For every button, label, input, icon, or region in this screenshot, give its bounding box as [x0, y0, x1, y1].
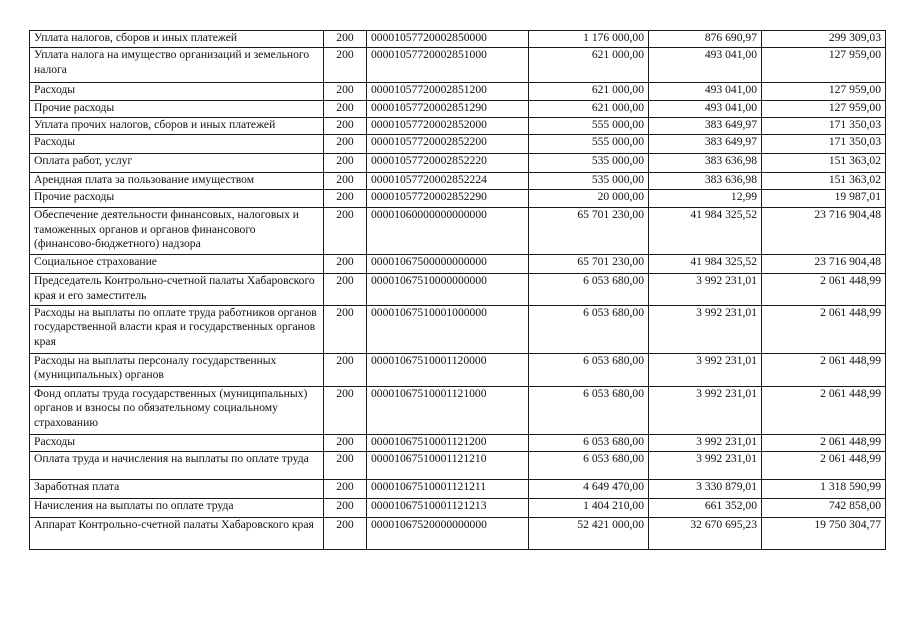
- remaining-amount-cell: 151 363,02: [762, 154, 886, 173]
- table-row: [30, 117, 886, 134]
- executed-amount-cell: 383 649,97: [649, 135, 762, 154]
- table-body: [30, 31, 886, 550]
- expense-name-cell: Начисления на выплаты по оплате труда: [30, 499, 324, 518]
- table-row: [30, 480, 886, 499]
- expense-name-cell: Социальное страхование: [30, 255, 324, 274]
- table-row: [30, 190, 886, 208]
- approved-amount-cell: 6 053 680,00: [529, 306, 649, 354]
- approved-amount-cell: 555 000,00: [529, 117, 649, 134]
- table-row: [30, 518, 886, 550]
- executed-amount-cell: 3 992 231,01: [649, 387, 762, 435]
- line-code-cell: 200: [324, 31, 367, 48]
- executed-amount-cell: 3 992 231,01: [649, 306, 762, 354]
- expense-name-cell: Оплата труда и начисления на выплаты по оплате труда: [30, 452, 324, 480]
- expense-name-cell: Расходы на выплаты по оплате труда работников органов государственной власти края и государственных органов края: [30, 306, 324, 354]
- line-code-cell: 200: [324, 480, 367, 499]
- executed-amount-cell: 876 690,97: [649, 31, 762, 48]
- line-code-cell: 200: [324, 435, 367, 452]
- approved-amount-cell: 621 000,00: [529, 100, 649, 117]
- classification-code-cell: 00001067510001121210: [367, 452, 529, 480]
- approved-amount-cell: 20 000,00: [529, 190, 649, 208]
- remaining-amount-cell: 742 858,00: [762, 499, 886, 518]
- expense-name-cell: Заработная плата: [30, 480, 324, 499]
- remaining-amount-cell: 2 061 448,99: [762, 274, 886, 306]
- executed-amount-cell: 3 992 231,01: [649, 435, 762, 452]
- expense-name-cell: Расходы на выплаты персоналу государственных (муниципальных) органов: [30, 354, 324, 387]
- executed-amount-cell: 41 984 325,52: [649, 255, 762, 274]
- classification-code-cell: 00001057720002852000: [367, 117, 529, 134]
- remaining-amount-cell: 2 061 448,99: [762, 435, 886, 452]
- table-row: [30, 452, 886, 480]
- approved-amount-cell: 1 176 000,00: [529, 31, 649, 48]
- line-code-cell: 200: [324, 190, 367, 208]
- remaining-amount-cell: 23 716 904,48: [762, 255, 886, 274]
- executed-amount-cell: 383 649,97: [649, 117, 762, 134]
- remaining-amount-cell: 2 061 448,99: [762, 306, 886, 354]
- remaining-amount-cell: 19 987,01: [762, 190, 886, 208]
- approved-amount-cell: 6 053 680,00: [529, 387, 649, 435]
- classification-code-cell: 00001057720002852200: [367, 135, 529, 154]
- executed-amount-cell: 661 352,00: [649, 499, 762, 518]
- line-code-cell: 200: [324, 173, 367, 190]
- table-row: [30, 154, 886, 173]
- classification-code-cell: 00001067510001120000: [367, 354, 529, 387]
- table-row: [30, 354, 886, 387]
- line-code-cell: 200: [324, 135, 367, 154]
- classification-code-cell: 00001067510001121211: [367, 480, 529, 499]
- remaining-amount-cell: 127 959,00: [762, 100, 886, 117]
- remaining-amount-cell: 127 959,00: [762, 83, 886, 100]
- remaining-amount-cell: 171 350,03: [762, 117, 886, 134]
- approved-amount-cell: 535 000,00: [529, 173, 649, 190]
- table-row: [30, 100, 886, 117]
- classification-code-cell: 00001067510001121000: [367, 387, 529, 435]
- classification-code-cell: 00001057720002852290: [367, 190, 529, 208]
- executed-amount-cell: 493 041,00: [649, 83, 762, 100]
- classification-code-cell: 00001067510001000000: [367, 306, 529, 354]
- expense-name-cell: Прочие расходы: [30, 190, 324, 208]
- executed-amount-cell: 3 992 231,01: [649, 452, 762, 480]
- approved-amount-cell: 621 000,00: [529, 48, 649, 83]
- table-row: [30, 135, 886, 154]
- remaining-amount-cell: 2 061 448,99: [762, 354, 886, 387]
- budget-report-page: [29, 30, 886, 550]
- table-row: [30, 255, 886, 274]
- executed-amount-cell: 12,99: [649, 190, 762, 208]
- table-row: [30, 435, 886, 452]
- table-row: [30, 274, 886, 306]
- remaining-amount-cell: 2 061 448,99: [762, 387, 886, 435]
- expense-name-cell: Расходы: [30, 435, 324, 452]
- line-code-cell: 200: [324, 499, 367, 518]
- remaining-amount-cell: 171 350,03: [762, 135, 886, 154]
- budget-execution-table: [29, 30, 886, 550]
- classification-code-cell: 00001060000000000000: [367, 208, 529, 255]
- remaining-amount-cell: 299 309,03: [762, 31, 886, 48]
- line-code-cell: 200: [324, 83, 367, 100]
- expense-name-cell: Председатель Контрольно-счетной палаты Хабаровского края и его заместитель: [30, 274, 324, 306]
- classification-code-cell: 00001067500000000000: [367, 255, 529, 274]
- remaining-amount-cell: 127 959,00: [762, 48, 886, 83]
- table-row: [30, 387, 886, 435]
- line-code-cell: 200: [324, 387, 367, 435]
- classification-code-cell: 00001067510001121213: [367, 499, 529, 518]
- line-code-cell: 200: [324, 354, 367, 387]
- executed-amount-cell: 3 330 879,01: [649, 480, 762, 499]
- classification-code-cell: 00001057720002852224: [367, 173, 529, 190]
- table-row: [30, 48, 886, 83]
- table-row: [30, 499, 886, 518]
- approved-amount-cell: 6 053 680,00: [529, 435, 649, 452]
- remaining-amount-cell: 151 363,02: [762, 173, 886, 190]
- expense-name-cell: Арендная плата за пользование имуществом: [30, 173, 324, 190]
- line-code-cell: 200: [324, 518, 367, 550]
- expense-name-cell: Уплата налогов, сборов и иных платежей: [30, 31, 324, 48]
- approved-amount-cell: 65 701 230,00: [529, 255, 649, 274]
- classification-code-cell: 00001057720002851290: [367, 100, 529, 117]
- expense-name-cell: Уплата налога на имущество организаций и земельного налога: [30, 48, 324, 83]
- remaining-amount-cell: 19 750 304,77: [762, 518, 886, 550]
- executed-amount-cell: 32 670 695,23: [649, 518, 762, 550]
- executed-amount-cell: 41 984 325,52: [649, 208, 762, 255]
- remaining-amount-cell: 23 716 904,48: [762, 208, 886, 255]
- executed-amount-cell: 493 041,00: [649, 48, 762, 83]
- approved-amount-cell: 1 404 210,00: [529, 499, 649, 518]
- table-row: [30, 31, 886, 48]
- table-row: [30, 83, 886, 100]
- expense-name-cell: Прочие расходы: [30, 100, 324, 117]
- line-code-cell: 200: [324, 100, 367, 117]
- classification-code-cell: 00001057720002851000: [367, 48, 529, 83]
- line-code-cell: 200: [324, 274, 367, 306]
- executed-amount-cell: 3 992 231,01: [649, 354, 762, 387]
- table-row: [30, 173, 886, 190]
- expense-name-cell: Оплата работ, услуг: [30, 154, 324, 173]
- expense-name-cell: Уплата прочих налогов, сборов и иных платежей: [30, 117, 324, 134]
- line-code-cell: 200: [324, 452, 367, 480]
- approved-amount-cell: 621 000,00: [529, 83, 649, 100]
- approved-amount-cell: 65 701 230,00: [529, 208, 649, 255]
- executed-amount-cell: 383 636,98: [649, 173, 762, 190]
- line-code-cell: 200: [324, 117, 367, 134]
- executed-amount-cell: 3 992 231,01: [649, 274, 762, 306]
- executed-amount-cell: 493 041,00: [649, 100, 762, 117]
- classification-code-cell: 00001067510001121200: [367, 435, 529, 452]
- approved-amount-cell: 52 421 000,00: [529, 518, 649, 550]
- line-code-cell: 200: [324, 48, 367, 83]
- approved-amount-cell: 6 053 680,00: [529, 452, 649, 480]
- approved-amount-cell: 6 053 680,00: [529, 354, 649, 387]
- line-code-cell: 200: [324, 306, 367, 354]
- expense-name-cell: Фонд оплаты труда государственных (муниципальных) органов и взносы по обязательному социальному страхованию: [30, 387, 324, 435]
- table-row: [30, 306, 886, 354]
- classification-code-cell: 00001057720002852220: [367, 154, 529, 173]
- classification-code-cell: 00001067510000000000: [367, 274, 529, 306]
- classification-code-cell: 00001057720002851200: [367, 83, 529, 100]
- approved-amount-cell: 535 000,00: [529, 154, 649, 173]
- classification-code-cell: 00001057720002850000: [367, 31, 529, 48]
- line-code-cell: 200: [324, 255, 367, 274]
- approved-amount-cell: 4 649 470,00: [529, 480, 649, 499]
- remaining-amount-cell: 2 061 448,99: [762, 452, 886, 480]
- line-code-cell: 200: [324, 208, 367, 255]
- expense-name-cell: Обеспечение деятельности финансовых, налоговых и таможенных органов и органов финансового (финансово-бюджетного) надзора: [30, 208, 324, 255]
- expense-name-cell: Расходы: [30, 83, 324, 100]
- executed-amount-cell: 383 636,98: [649, 154, 762, 173]
- line-code-cell: 200: [324, 154, 367, 173]
- approved-amount-cell: 6 053 680,00: [529, 274, 649, 306]
- remaining-amount-cell: 1 318 590,99: [762, 480, 886, 499]
- classification-code-cell: 00001067520000000000: [367, 518, 529, 550]
- approved-amount-cell: 555 000,00: [529, 135, 649, 154]
- expense-name-cell: Расходы: [30, 135, 324, 154]
- expense-name-cell: Аппарат Контрольно-счетной палаты Хабаровского края: [30, 518, 324, 550]
- table-row: [30, 208, 886, 255]
